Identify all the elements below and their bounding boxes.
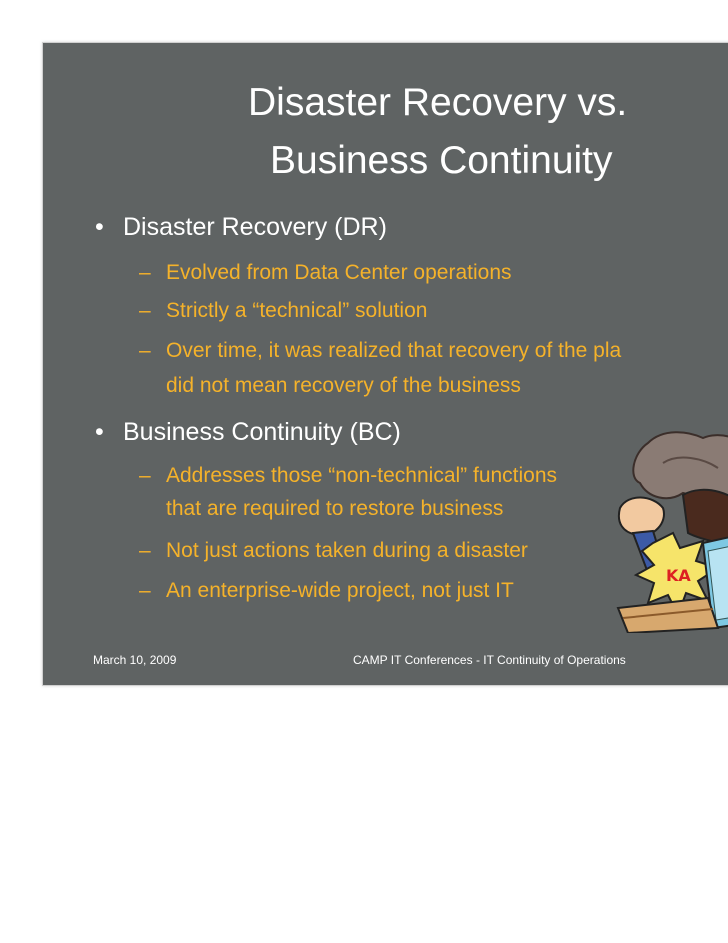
sub-bullet — [139, 540, 528, 561]
footer-center: CAMP IT Conferences - IT Continuity of Operations — [353, 653, 626, 667]
sub-bullet-text: Evolved from Data Center operations — [166, 261, 512, 284]
slide-title-line2: Business Continuity — [270, 139, 613, 182]
footer-date: March 10, 2009 — [93, 653, 177, 667]
sub-bullet — [139, 580, 514, 601]
dash-glyph: – — [139, 261, 151, 284]
sub-bullet-text: Over time, it was realized that recovery of the pla — [166, 339, 622, 362]
dash-glyph: – — [139, 339, 151, 362]
sub-bullet-continuation: did not mean recovery of the business — [166, 374, 521, 397]
dash-glyph: – — [139, 579, 151, 602]
svg-text:KA: KA — [666, 566, 691, 585]
stressed-person-clipart-icon — [608, 423, 728, 633]
dash-glyph: – — [139, 539, 151, 562]
bullet-heading: Business Continuity (BC) — [123, 418, 401, 446]
sub-bullet-text: Addresses those “non-technical” functions — [166, 464, 558, 487]
sub-bullet-text: An enterprise-wide project, not just IT — [166, 579, 514, 602]
bullet-heading: Disaster Recovery (DR) — [123, 213, 387, 241]
slide — [42, 42, 728, 686]
dash-glyph: – — [139, 464, 151, 487]
sub-bullet-text: Not just actions taken during a disaster — [166, 539, 528, 562]
slide-title-line1: Disaster Recovery vs. — [248, 81, 628, 124]
sub-bullet-text: Strictly a “technical” solution — [166, 299, 428, 322]
sub-bullet-continuation: that are required to restore business — [166, 497, 504, 520]
sub-bullet — [139, 340, 621, 361]
bullet-business-continuity — [95, 420, 401, 445]
sub-bullet — [139, 300, 427, 321]
sub-bullet — [139, 465, 557, 486]
dash-glyph: – — [139, 299, 151, 322]
bullet-dot: • — [95, 213, 104, 241]
sub-bullet — [139, 262, 512, 283]
bullet-dot: • — [95, 418, 104, 446]
bullet-disaster-recovery — [95, 215, 387, 240]
